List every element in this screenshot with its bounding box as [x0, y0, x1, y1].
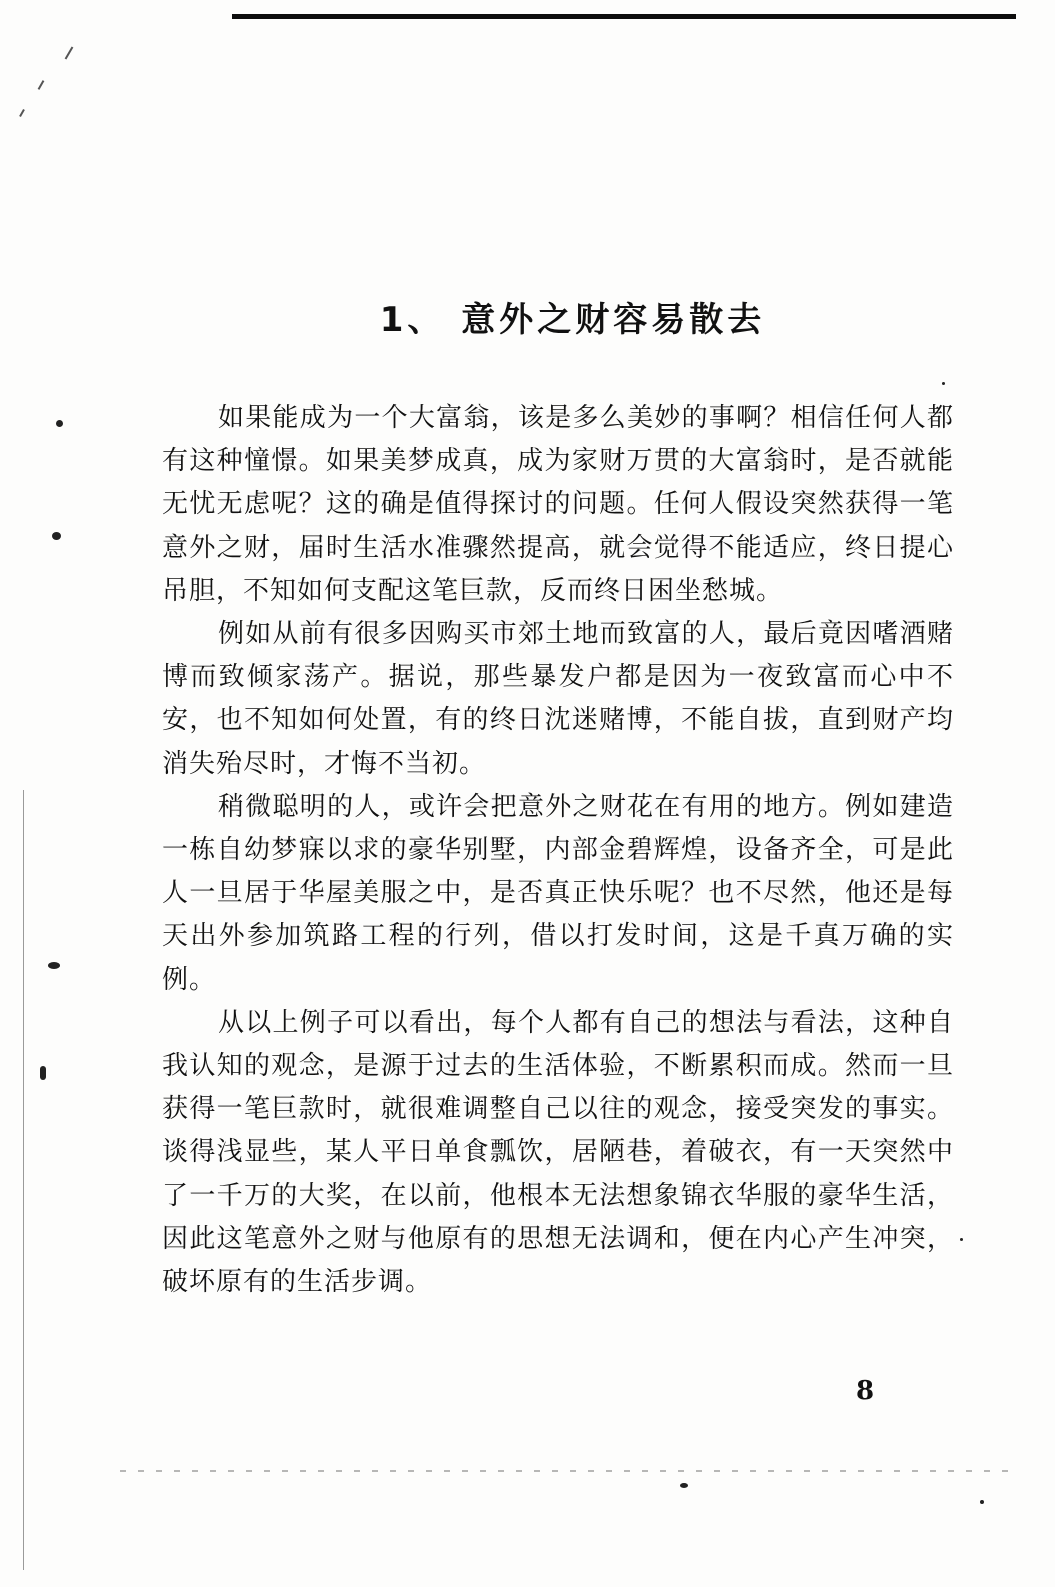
- scan-streak: [38, 80, 45, 90]
- scan-speck: [40, 1066, 46, 1080]
- scan-streak: [65, 46, 74, 59]
- top-rule-divider: [232, 14, 1016, 19]
- scan-speck: [980, 1500, 984, 1504]
- body-text: [162, 397, 954, 1304]
- paragraph-4: 从以上例子可以看出，每个人都有自己的想法与看法，这种自我认知的观念，是源于过去的生活体验，不断累积而成。然而一旦获得一笔巨款时，就很难调整自己以往的观念，接受突发的事实。谈得浅显些，某人平日单食瓢饮，居陋巷，着破衣，有一天突然中了一千万的大奖，在以前，他根本无法想象锦衣华服的豪华生活，因此这笔意外之财与他原有的思想无法调和，便在内心产生冲突，破坏原有的生活步调。: [162, 1007, 954, 1298]
- scan-speck: [48, 962, 60, 969]
- scan-speck: [56, 420, 63, 427]
- scan-speck: [52, 532, 61, 540]
- scan-edge-line: [23, 790, 24, 1570]
- scan-noise: [120, 1470, 1020, 1472]
- paragraph-2: 例如从前有很多因购买市郊土地而致富的人，最后竟因嗜酒赌博而致倾家荡产。据说，那些暴发户都是因为一夜致富而心中不安，也不知如何处置，有的终日沈迷赌博，不能自拔，直到财产均消失殆尽时，才悔不当初。: [162, 619, 954, 779]
- chapter-title: 1、 意外之财容易散去: [379, 300, 766, 340]
- scan-speck: [960, 1238, 963, 1241]
- scan-speck: [680, 1483, 688, 1488]
- page-number: 8: [856, 1376, 875, 1406]
- scan-speck: [942, 382, 945, 385]
- paragraph-1: 如果能成为一个大富翁，该是多么美妙的事啊？相信任何人都有这种憧憬。如果美梦成真，成为家财万贯的大富翁时，是否就能无忧无虑呢？这的确是值得探讨的问题。任何人假设突然获得一笔意外之财，届时生活水准骤然提高，就会觉得不能适应，终日提心吊胆，不知如何支配这笔巨款，反而终日困坐愁城。: [162, 403, 954, 606]
- paragraph-3: 稍微聪明的人，或许会把意外之财花在有用的地方。例如建造一栋自幼梦寐以求的豪华别墅，内部金碧辉煌，设备齐全，可是此人一旦居于华屋美服之中，是否真正快乐呢？也不尽然，他还是每天出外参加筑路工程的行列，借以打发时间，这是千真万确的实例。: [162, 791, 954, 995]
- scan-streak: [19, 109, 25, 117]
